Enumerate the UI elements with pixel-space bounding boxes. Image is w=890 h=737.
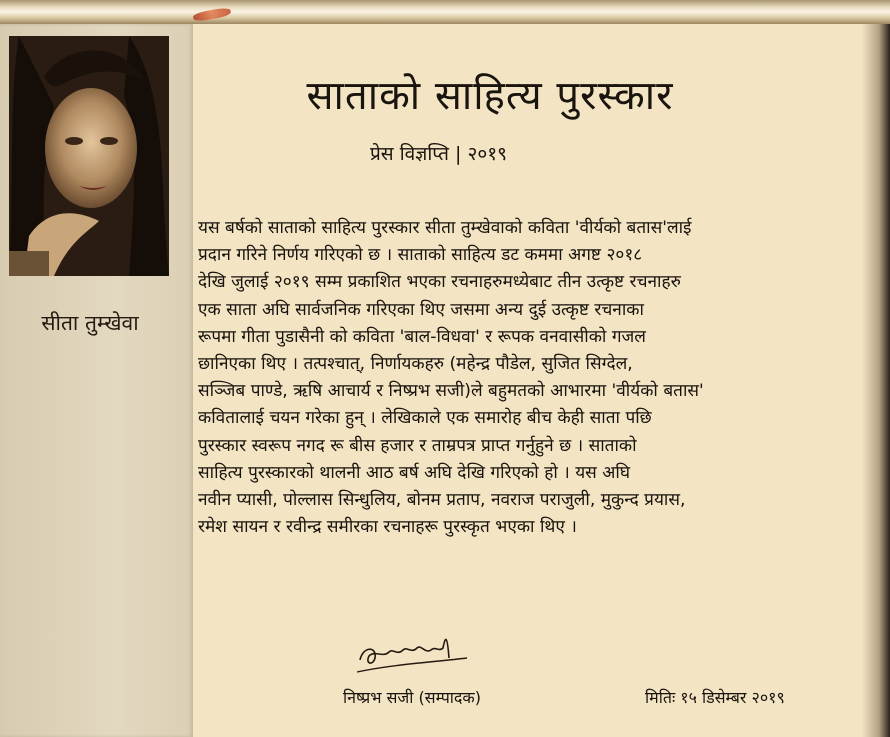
- body-line: एक साता अघि सार्वजनिक गरिएका थिए जसमा अन्य दुई उत्कृष्ट रचनाका: [198, 299, 644, 320]
- scroll-top-rod: [0, 0, 890, 24]
- scroll-roll-shadow: [862, 24, 890, 737]
- release-date: मितिः १५ डिसेम्बर २०१९: [645, 688, 785, 707]
- editor-credit: निष्प्रभ सजी (सम्पादक): [343, 688, 481, 707]
- announcement-body: [198, 215, 848, 541]
- body-line: छानिएका थिए । तत्पश्चात्, निर्णायकहरु (महेन्द्र पौडेल, सुजित सिग्देल,: [198, 354, 633, 375]
- body-line: पुरस्कार स्वरूप नगद रू बीस हजार र ताम्रपत्र प्राप्त गर्नुहुने छ । साताको: [198, 435, 637, 456]
- author-portrait-image: [9, 36, 169, 276]
- body-line: रमेश सायन र रवीन्द्र समीरका रचनाहरू पुरस्कृत भएका थिए ।: [198, 517, 577, 538]
- body-line: सञ्जिब पाण्डे, ऋषि आचार्य र निष्प्रभ सजी)ले बहुमतको आभारमा 'वीर्यको बतास': [198, 381, 704, 402]
- author-name: सीता तुम्खेवा: [41, 311, 139, 335]
- press-release-subtitle: प्रेस विज्ञप्ति | २०१९: [370, 143, 507, 165]
- body-line: कवितालाई चयन गरेका हुन् । लेखिकाले एक समारोह बीच केही साता पछि: [198, 408, 652, 429]
- signature-scribble: [355, 628, 470, 678]
- body-line: रूपमा गीता पुडासैनी को कविता 'बाल-विधवा' र रूपक वनवासीको गजल: [198, 326, 646, 347]
- body-line: प्रदान गरिने निर्णय गरिएको छ । साताको साहित्य डट कममा अगष्ट २०१८: [198, 245, 643, 266]
- body-line: देखि जुलाई २०१९ सम्म प्रकाशित भएका रचनाहरुमध्येबाट तीन उत्कृष्ट रचनाहरु: [198, 272, 681, 293]
- body-line: यस बर्षको साताको साहित्य पुरस्कार सीता तुम्खेवाको कविता 'वीर्यको बतास'लाई: [198, 218, 692, 238]
- body-line: नवीन प्यासी, पोल्लास सिन्धुलिय, बोनम प्रताप, नवराज पराजुली, मुकुन्द प्रयास,: [198, 490, 686, 511]
- body-line: साहित्य पुरस्कारको थालनी आठ बर्ष अघि देखि गरिएको हो । यस अघि: [198, 462, 631, 483]
- author-photo: [9, 36, 169, 276]
- page-title: साताको साहित्य पुरस्कार: [306, 73, 674, 119]
- editor-signature: [355, 628, 470, 678]
